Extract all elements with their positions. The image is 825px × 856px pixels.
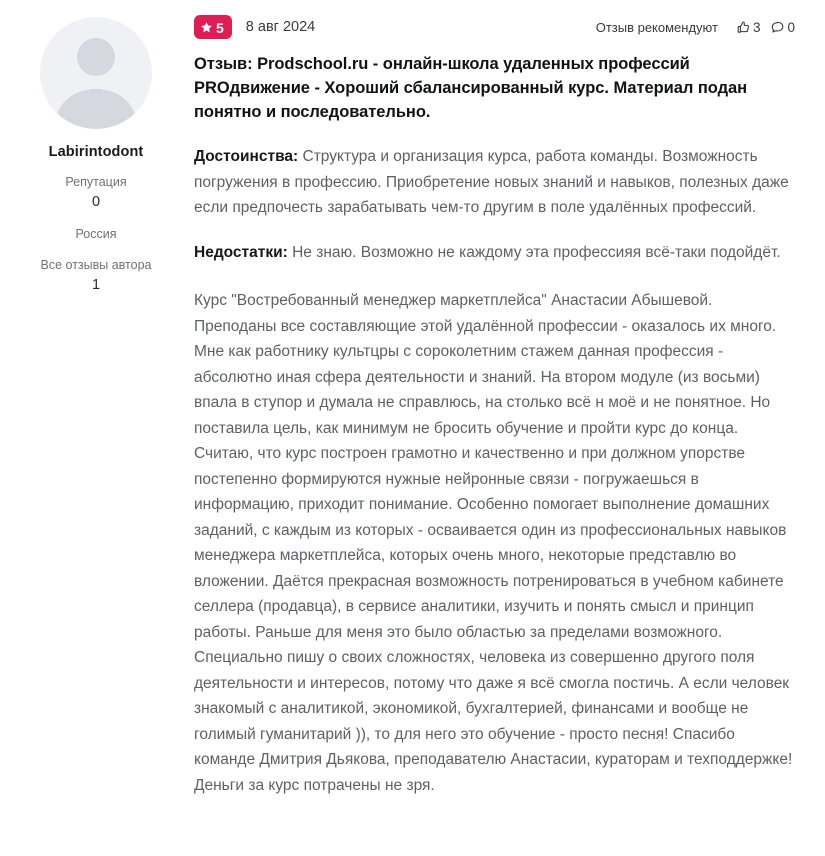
comments-counter[interactable] <box>770 20 795 35</box>
reputation-value: 0 <box>91 194 101 210</box>
reputation-label: Репутация <box>65 175 127 189</box>
all-reviews-value: 1 <box>91 277 101 293</box>
thumbs-up-icon <box>736 20 751 35</box>
reputation-stat <box>16 174 176 212</box>
pros-label: Достоинства: <box>194 148 299 165</box>
country-label: Россия <box>75 227 117 241</box>
avatar-body-shape <box>57 89 135 129</box>
recommend-label: Отзыв рекомендуют <box>595 19 718 35</box>
author-name[interactable]: Labirintodont <box>48 144 144 160</box>
avatar-head-shape <box>77 38 115 76</box>
cons-label: Недостатки: <box>194 243 288 261</box>
comments-count: 0 <box>787 19 795 35</box>
rating-badge <box>194 15 232 39</box>
pros-text: Структура и организация курса, работа команды. Возможность погружения в профессию. Приобретение новых знаний и навыков, полезных даже если предпочесть зарабатывать чем-то другим в поле удалённых профессий. <box>194 148 789 216</box>
author-sidebar <box>16 14 176 798</box>
cons-text: Не знаю. Возможно не каждому эта профессияя всё-таки подойдёт. <box>287 243 781 261</box>
all-reviews-stat[interactable] <box>16 257 176 295</box>
likes-counter[interactable] <box>736 20 761 35</box>
likes-count: 3 <box>752 19 761 35</box>
review-date: 8 авг 2024 <box>245 19 316 35</box>
comment-bubble-icon <box>770 20 785 35</box>
review-body-paragraph: Курс "Востребованный менеджер маркетплейса" Анастасии Абышевой. Преподаны все составляющие этой удалённой профессии - оказалось их много. Мне как работнику культцры с сороколетним стажем данная профессия - абсолютно иная сфера деятельности и знаний. На втором модуле (из восьми) впала в ступор и думала не справлюсь, на столько всё н моё и не понятное. Но поставила цель, как минимум не бросить обучение и пройти курс до конца. Считаю, что курс построен грамотно и качественно и при должном упорстве постепенно формируются нужные нейронные связи - погружаешься в информацию, приходит понимание. Особенно помогает выполнение домашних заданий, с каждым из которых - осваивается один из профессиональных навыков менеджера маркетплейса, которых очень много, некоторые представлю во вложении. Даётся прекрасная возможность потренироваться в учебном кабинете селлера (продавца), в сервисе аналитики, изучить и понять смысл и принцип работы. Раньше для меня это было областью за пределами возможного. Специально пишу о своих сложностях, человека из совершенно другого поля деятельности и интересов, потому что даже я всё смогла постичь. А если человек знакомый с аналитикой, экономикой, бухгалтерией, финансами и вообще не голимый гуманитарий )), то для него это обучение - просто песня! Спасибо команде Дмитрия Дьякова, преподавателю Анастасии, кураторам и техподдержке! Деньги за курс потрачены не зря. <box>194 292 793 794</box>
star-icon <box>200 21 213 34</box>
rating-value: 5 <box>216 19 224 36</box>
review-meta-row <box>194 14 795 40</box>
pros-paragraph <box>194 144 795 221</box>
all-reviews-label: Все отзывы автора <box>40 258 152 272</box>
user-avatar-placeholder-icon[interactable] <box>40 17 152 129</box>
review-content <box>176 14 795 798</box>
review-title: Отзыв: Prodschool.ru - онлайн-школа удаленных профессий PROдвижение - Хороший сбалансированный курс. Материал подан понятно и последовательно. <box>194 55 748 121</box>
cons-paragraph <box>194 240 795 266</box>
author-country <box>16 226 176 243</box>
